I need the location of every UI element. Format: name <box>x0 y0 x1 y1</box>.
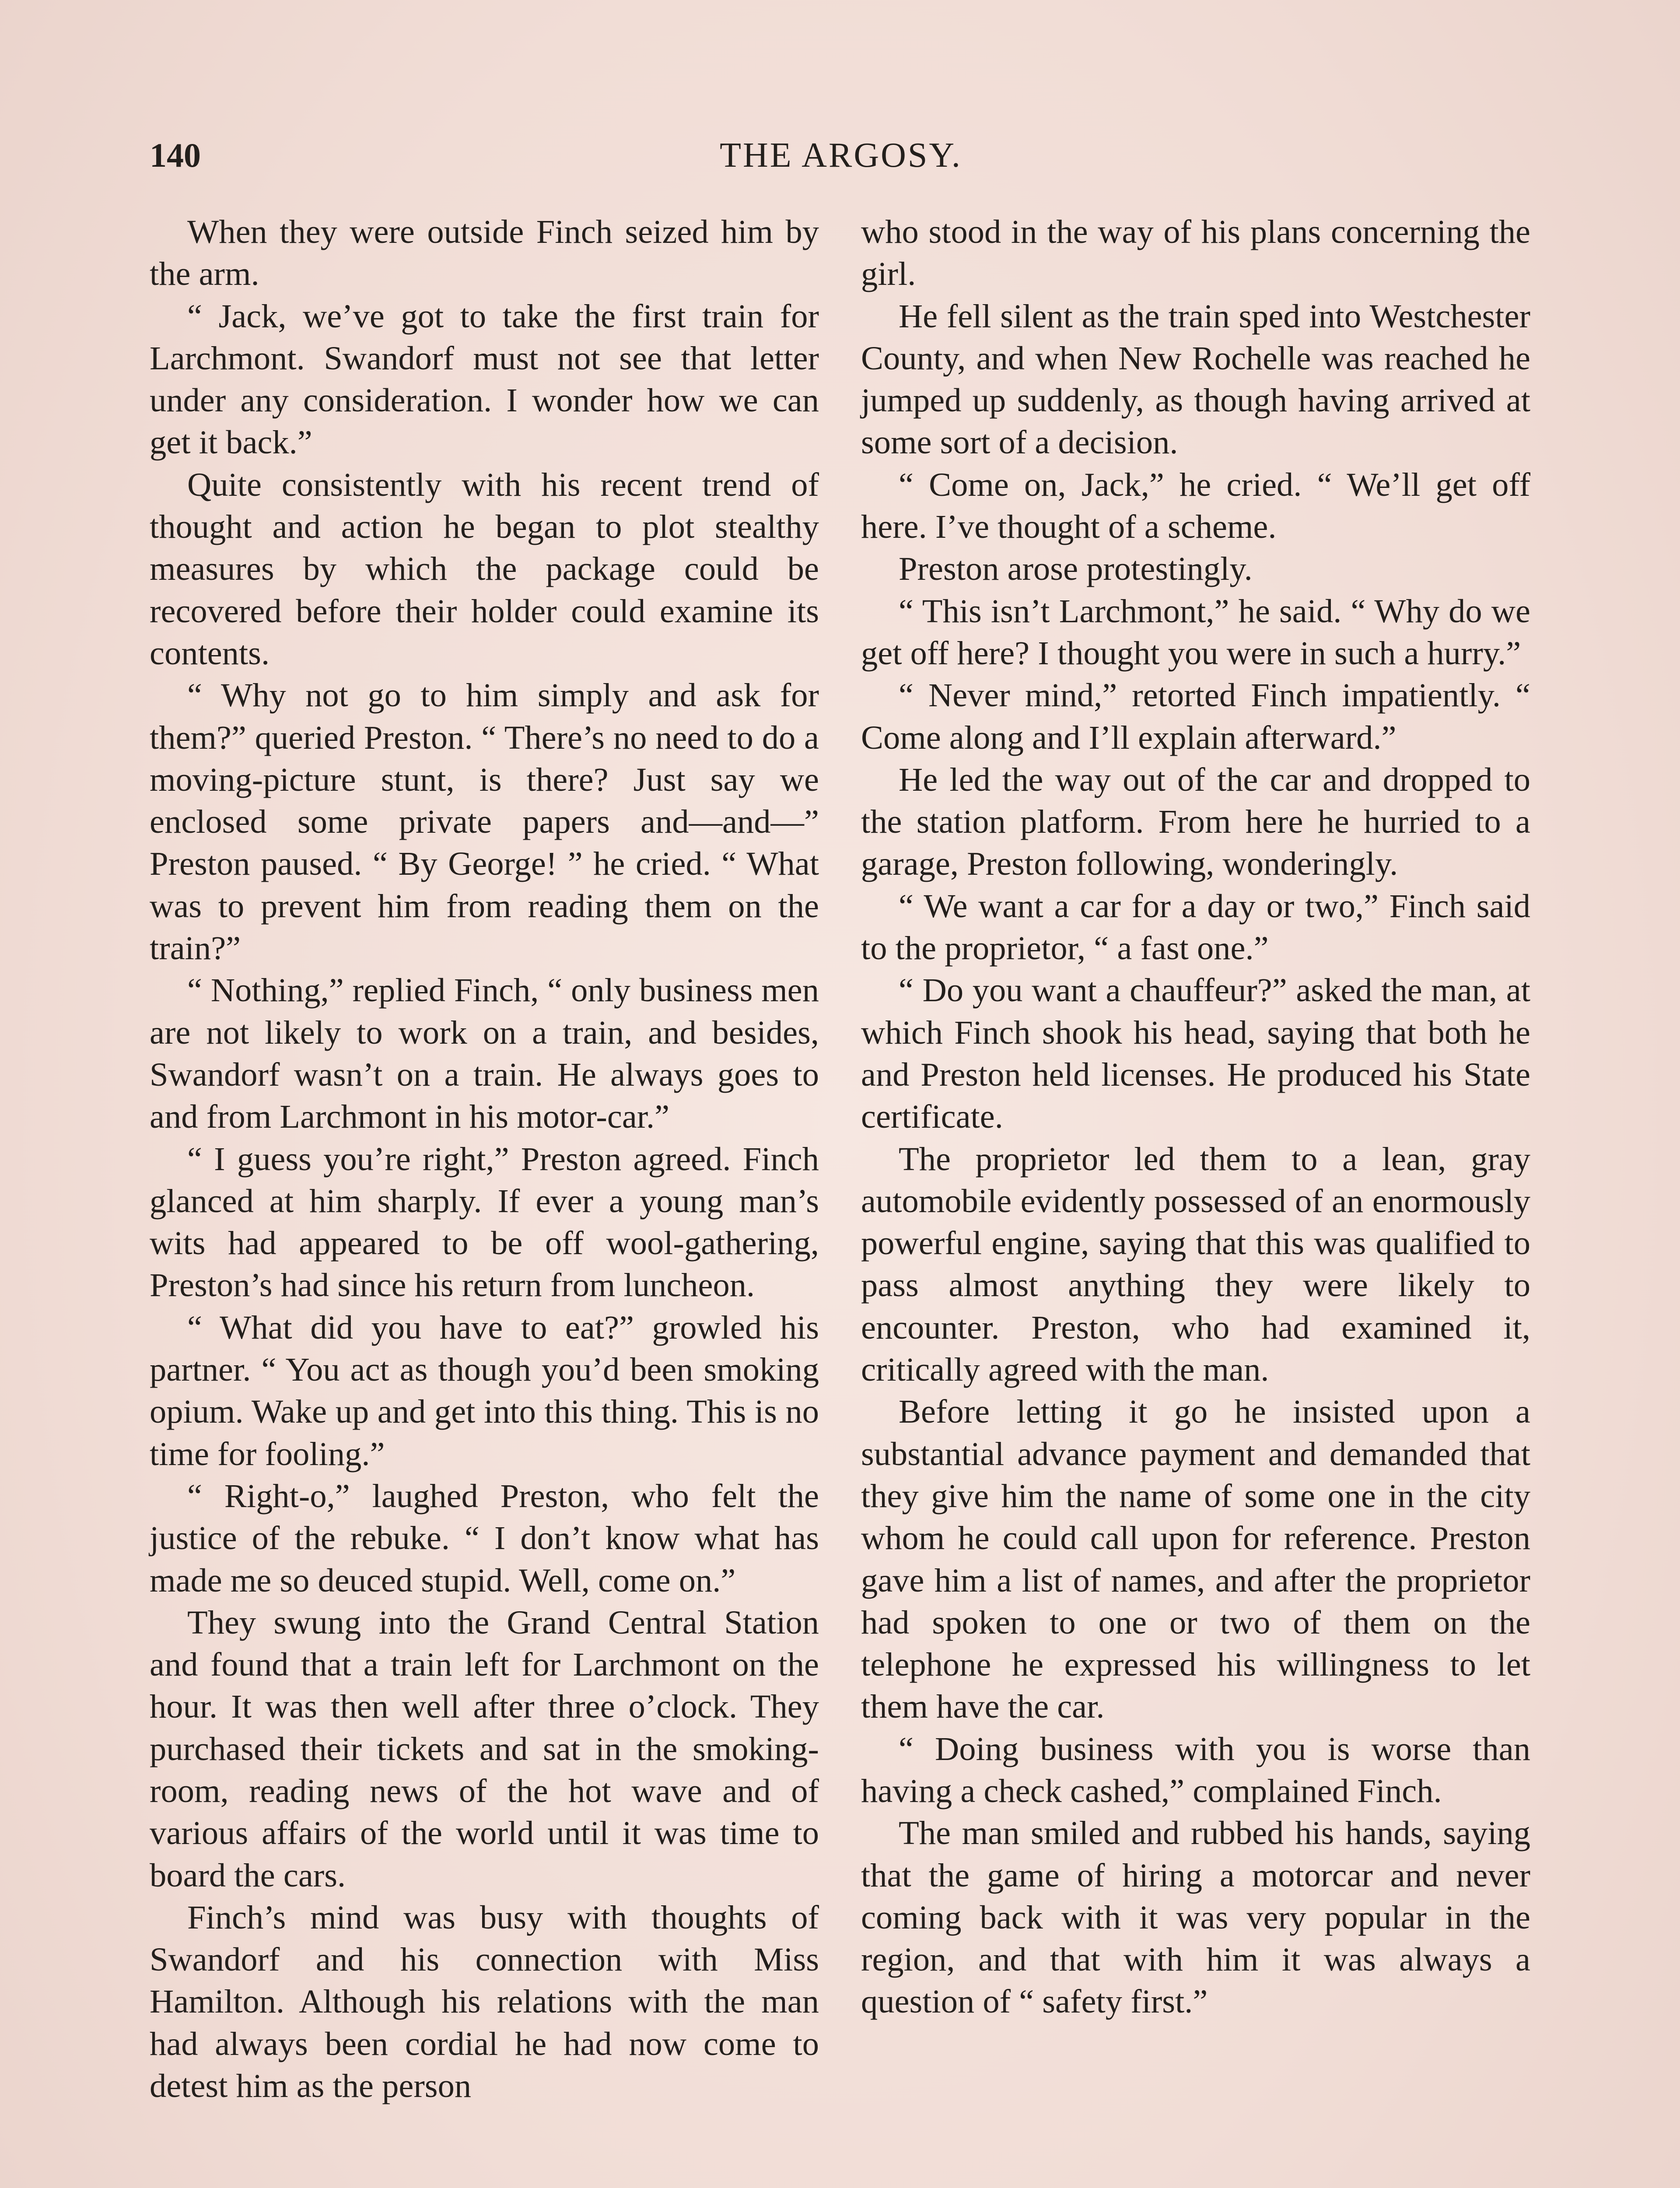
running-head: THE ARGOSY. <box>720 136 962 175</box>
paragraph: “ Do you want a chauffeur?” asked the man, at which Finch shook his head, saying that both he and Preston held licenses. He produced his State certificate. <box>861 971 1530 1136</box>
paragraph: “ This isn’t Larchmont,” he said. “ Why do we get off here? I thought you were in such a hurry.” <box>861 592 1530 672</box>
paragraph: Finch’s mind was busy with thoughts of Swandorf and his connection with Miss Hamilton. Although his relations with the man had always been cordial he had now come to detest him as the person <box>150 1898 819 2105</box>
paragraph: “ Come on, Jack,” he cried. “ We’ll get off here. I’ve thought of a scheme. <box>861 466 1530 546</box>
page-number: 140 <box>150 136 201 174</box>
right-column <box>861 211 1530 2023</box>
left-column <box>150 211 819 2107</box>
paragraph: Before letting it go he insisted upon a substantial advance payment and demanded that they give him the name of some one in the city whom he could call upon for reference. Preston gave him a list of names, and after the proprietor had spoken to one or two of them on the telephone he expressed his willingness to let them have the car. <box>861 1393 1530 1725</box>
paragraph: Preston arose protestingly. <box>899 550 1253 588</box>
paragraph: “ Why not go to him simply and ask for them?” queried Preston. “ There’s no need to do a moving-picture stunt, is there? Just say we enclosed some private papers and—and—” Preston paused. “ By George! ” he cried. “ What was to prevent him from reading them on the train?” <box>150 677 819 967</box>
paragraph: He fell silent as the train sped into Westchester County, and when New Rochelle was reached he jumped up suddenly, as though having arrived at some sort of a decision. <box>861 297 1530 461</box>
paragraph: “ What did you have to eat?” growled his partner. “ You act as though you’d been smoking opium. Wake up and get into this thing. This is no time for fooling.” <box>150 1308 819 1473</box>
paragraph: “ Jack, we’ve got to take the first train for Larchmont. Swandorf must not see that letter under any consideration. I wonder how we can get it back.” <box>150 297 819 461</box>
paragraph: They swung into the Grand Central Station and found that a train left for Larchmont on the hour. It was then well after three o’clock. They purchased their tickets and sat in the smoking-room, reading news of the hot wave and of various affairs of the world until it was time to board the cars. <box>150 1603 819 1894</box>
paragraph: “ We want a car for a day or two,” Finch said to the proprietor, “ a fast one.” <box>861 887 1530 967</box>
paragraph: The proprietor led them to a lean, gray automobile evidently possessed of an enormously powerful engine, saying that this was qualified to pass almost anything they were likely to encounter. Preston, who had examined it, critically agreed with the man. <box>861 1140 1530 1389</box>
paragraph: “ Right-o,” laughed Preston, who felt the justice of the rebuke. “ I don’t know what has made me so deuced stupid. Well, come on.” <box>150 1477 819 1599</box>
paragraph: The man smiled and rubbed his hands, saying that the game of hiring a motorcar and never coming back with it was very popular in the region, and that with him it was always a question of “ safety first.” <box>861 1814 1530 2020</box>
paragraph: Quite consistently with his recent trend of thought and action he began to plot stealthy measures by which the package could be recovered before their holder could examine its contents. <box>150 466 819 672</box>
paragraph: “ Doing business with you is worse than having a check cashed,” complained Finch. <box>861 1730 1530 1809</box>
paragraph: “ I guess you’re right,” Preston agreed. Finch glanced at him sharply. If ever a young man’s wits had appeared to be off wool-gathering, Preston’s had since his return from luncheon. <box>150 1140 819 1304</box>
paragraph: who stood in the way of his plans concerning the girl. <box>861 213 1530 293</box>
paragraph: “ Never mind,” retorted Finch impatiently. “ Come along and I’ll explain afterward.” <box>861 677 1530 756</box>
paragraph: He led the way out of the car and dropped to the station platform. From here he hurried to a garage, Preston following, wonderingly. <box>861 761 1530 883</box>
page-header <box>150 131 1532 179</box>
paragraph: When they were outside Finch seized him by the arm. <box>150 213 819 293</box>
paragraph: “ Nothing,” replied Finch, “ only business men are not likely to work on a train, and besides, Swandorf wasn’t on a train. He always goes to and from Larchmont in his motor-car.” <box>150 971 819 1136</box>
